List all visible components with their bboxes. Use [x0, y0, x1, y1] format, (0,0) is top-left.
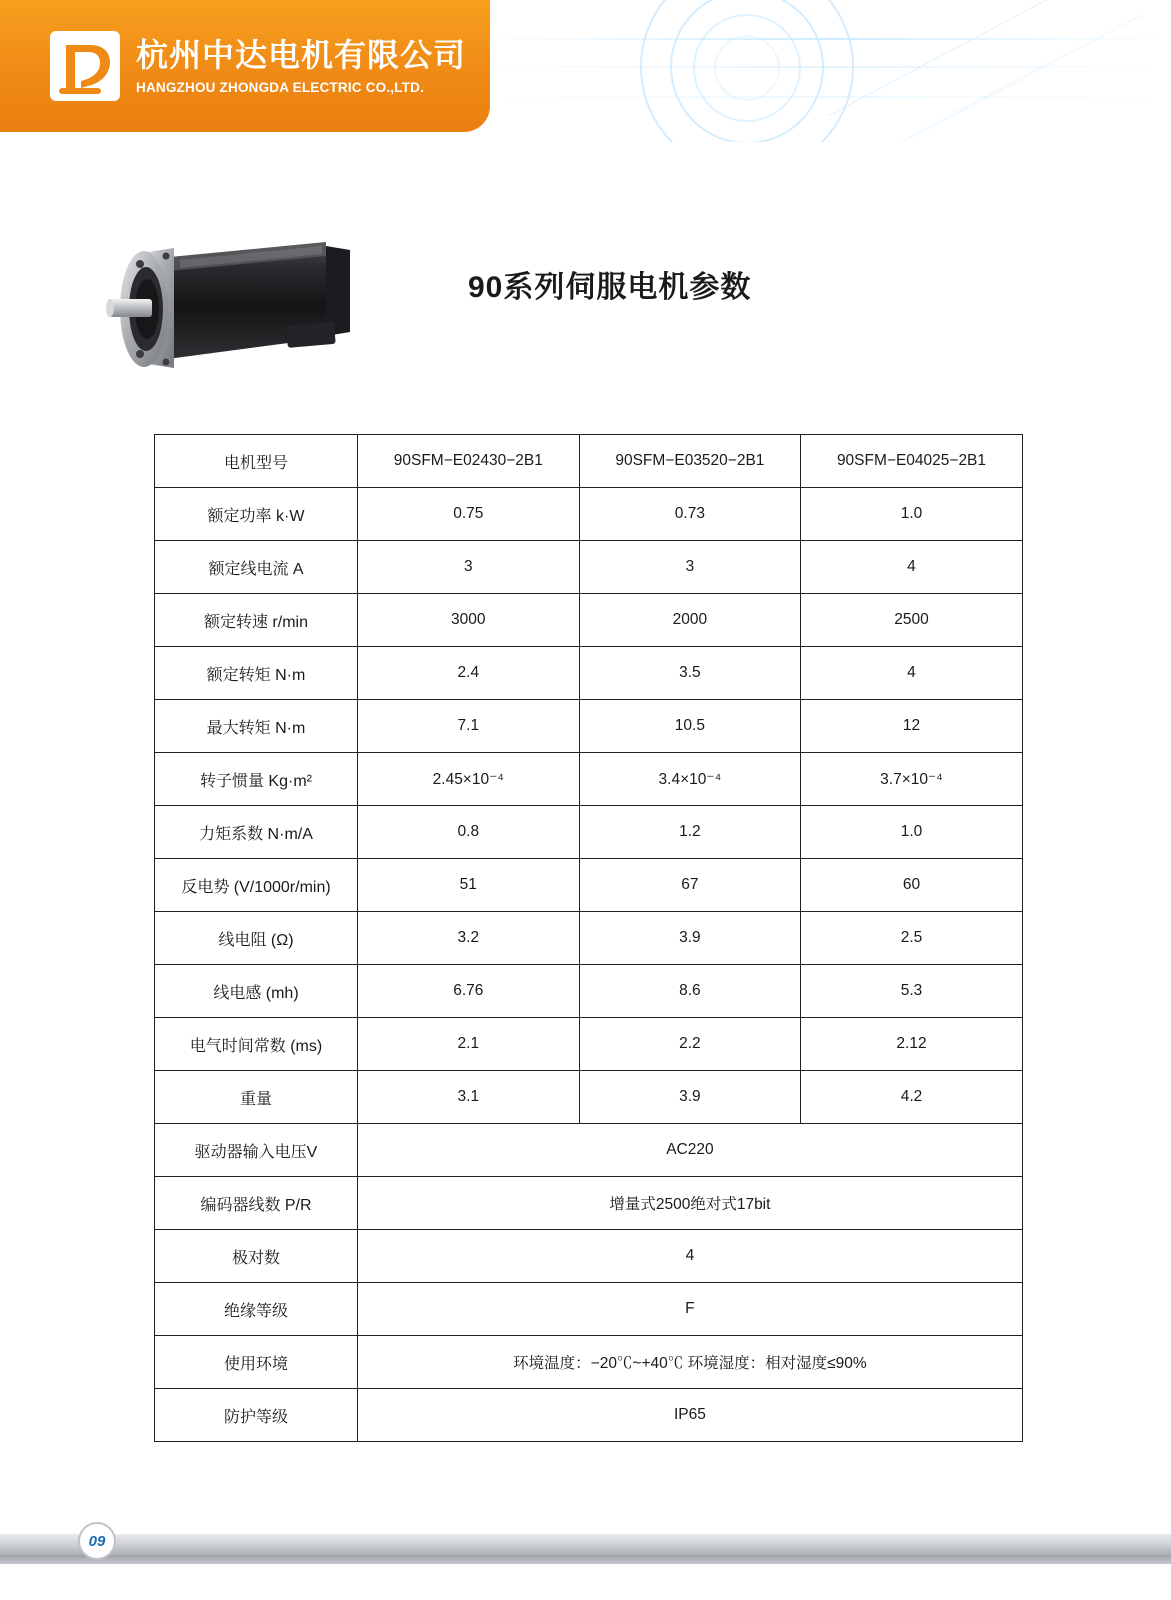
row-value: 3: [579, 541, 801, 594]
row-label: 额定转速 r/min: [155, 594, 358, 647]
spec-table: [154, 434, 1023, 1442]
row-label: 线电感 (mh): [155, 965, 358, 1018]
row-value: 90SFM−E02430−2B1: [358, 435, 580, 488]
row-label: 电气时间常数 (ms): [155, 1018, 358, 1071]
row-value: 2.1: [358, 1018, 580, 1071]
brand-banner: [0, 0, 490, 132]
row-value: 60: [801, 859, 1023, 912]
row-label: 电机型号: [155, 435, 358, 488]
table-row: [155, 435, 1023, 488]
row-label: 绝缘等级: [155, 1283, 358, 1336]
decorative-ring: [714, 35, 780, 101]
row-label: 反电势 (V/1000r/min): [155, 859, 358, 912]
table-row: [155, 1336, 1023, 1389]
row-value: 90SFM−E03520−2B1: [579, 435, 801, 488]
row-value: 3000: [358, 594, 580, 647]
footer-bar: [0, 1534, 1171, 1556]
company-name-en: HANGZHOU ZHONGDA ELECTRIC CO.,LTD.: [136, 79, 425, 95]
row-label: 额定转矩 N·m: [155, 647, 358, 700]
row-value: 51: [358, 859, 580, 912]
row-label: 驱动器输入电压V: [155, 1124, 358, 1177]
row-label: 极对数: [155, 1230, 358, 1283]
page-number-badge: 09: [78, 1522, 116, 1560]
row-value-merged: F: [358, 1283, 1023, 1336]
row-value: 0.8: [358, 806, 580, 859]
table-row: [155, 488, 1023, 541]
row-value: 3.1: [358, 1071, 580, 1124]
row-value: 3.4×10⁻⁴: [579, 753, 801, 806]
table-row: [155, 912, 1023, 965]
row-value: 2.4: [358, 647, 580, 700]
row-value: 3.9: [579, 912, 801, 965]
row-value: 1.0: [801, 806, 1023, 859]
table-row: [155, 806, 1023, 859]
table-row: [155, 753, 1023, 806]
table-row: [155, 1018, 1023, 1071]
row-value: 8.6: [579, 965, 801, 1018]
company-logo-icon: [48, 29, 122, 103]
row-value: 4.2: [801, 1071, 1023, 1124]
decorative-line: [480, 96, 1171, 98]
row-value-merged: 增量式2500绝对式17bit: [358, 1177, 1023, 1230]
row-label: 重量: [155, 1071, 358, 1124]
footer-bar-accent: [0, 1555, 1171, 1564]
table-row: [155, 1389, 1023, 1442]
decorative-line: [480, 66, 1171, 68]
row-value: 4: [801, 541, 1023, 594]
page-title: 90系列伺服电机参数: [468, 271, 752, 304]
row-value: 7.1: [358, 700, 580, 753]
header-tech-graphic: [480, 0, 1171, 142]
row-value: 1.2: [579, 806, 801, 859]
servo-motor-photo: [100, 220, 360, 390]
table-row: [155, 1124, 1023, 1177]
row-value: 2000: [579, 594, 801, 647]
row-value: 3: [358, 541, 580, 594]
table-row: [155, 700, 1023, 753]
row-value-merged: 4: [358, 1230, 1023, 1283]
row-value: 10.5: [579, 700, 801, 753]
row-label: 防护等级: [155, 1389, 358, 1442]
row-value: 3.7×10⁻⁴: [801, 753, 1023, 806]
row-value: 0.73: [579, 488, 801, 541]
row-value-merged: AC220: [358, 1124, 1023, 1177]
company-name-cn: 杭州中达电机有限公司: [136, 37, 467, 74]
table-row: [155, 1071, 1023, 1124]
row-label: 线电阻 (Ω): [155, 912, 358, 965]
page-header: [0, 0, 1171, 142]
row-value: 4: [801, 647, 1023, 700]
row-label: 转子惯量 Kg·m²: [155, 753, 358, 806]
row-value-merged: 环境温度：−20℃~+40℃ 环境湿度：相对湿度≤90%: [358, 1336, 1023, 1389]
table-row: [155, 541, 1023, 594]
decorative-line: [828, 0, 1111, 116]
table-row: [155, 1177, 1023, 1230]
row-value: 3.2: [358, 912, 580, 965]
row-value: 1.0: [801, 488, 1023, 541]
row-value: 0.75: [358, 488, 580, 541]
table-row: [155, 1230, 1023, 1283]
row-label: 使用环境: [155, 1336, 358, 1389]
row-value: 67: [579, 859, 801, 912]
table-row: [155, 1283, 1023, 1336]
row-value: 3.9: [579, 1071, 801, 1124]
row-value: 2.45×10⁻⁴: [358, 753, 580, 806]
table-row: [155, 965, 1023, 1018]
section-title-row: [0, 210, 1171, 390]
row-label: 额定线电流 A: [155, 541, 358, 594]
row-value: 3.5: [579, 647, 801, 700]
decorative-line: [480, 38, 1171, 40]
table-row: [155, 647, 1023, 700]
row-value-merged: IP65: [358, 1389, 1023, 1442]
row-value: 90SFM−E04025−2B1: [801, 435, 1023, 488]
row-value: 2.5: [801, 912, 1023, 965]
row-value: 2.2: [579, 1018, 801, 1071]
row-label: 最大转矩 N·m: [155, 700, 358, 753]
row-value: 2.12: [801, 1018, 1023, 1071]
row-value: 6.76: [358, 965, 580, 1018]
row-label: 力矩系数 N·m/A: [155, 806, 358, 859]
row-label: 编码器线数 P/R: [155, 1177, 358, 1230]
table-row: [155, 859, 1023, 912]
row-value: 12: [801, 700, 1023, 753]
decorative-line: [858, 15, 1141, 142]
row-value: 5.3: [801, 965, 1023, 1018]
table-row: [155, 594, 1023, 647]
row-label: 额定功率 k·W: [155, 488, 358, 541]
page-footer: [0, 1504, 1171, 1600]
row-value: 2500: [801, 594, 1023, 647]
